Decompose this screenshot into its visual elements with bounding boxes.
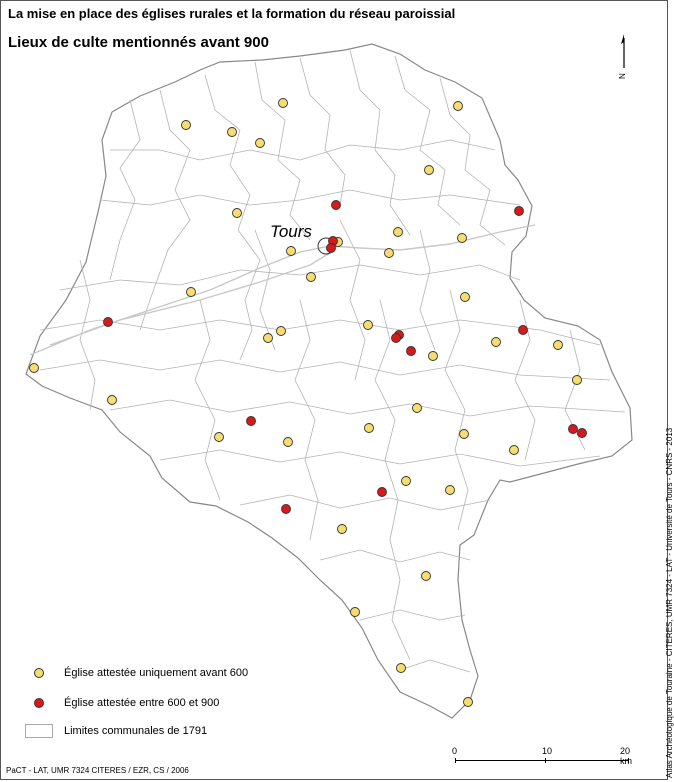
church-before-600-point: [492, 338, 501, 347]
church-before-600-point: [284, 438, 293, 447]
church-before-600-point: [351, 608, 360, 617]
church-before-600-point: [187, 288, 196, 297]
scale-tick: [545, 758, 546, 763]
church-before-600-point: [464, 698, 473, 707]
church-before-600-point: [413, 404, 422, 413]
credit-right: Atlas Archéologique de Touraine - CITERES, UMR 7324 - LAT - Université de Tours - CNRS - 2013: [665, 427, 674, 778]
church-before-600-point: [277, 327, 286, 336]
church-before-600-point: [454, 102, 463, 111]
church-before-600-point: [338, 525, 347, 534]
church-600-900-point: [407, 347, 416, 356]
church-600-900-point: [378, 488, 387, 497]
church-600-900-point: [282, 505, 291, 514]
church-600-900-point: [515, 207, 524, 216]
scale-bar: [450, 744, 640, 774]
yellow-dot-icon: [34, 668, 44, 678]
red-dot-icon: [34, 698, 44, 708]
church-before-600-point: [394, 228, 403, 237]
church-before-600-point: [256, 139, 265, 148]
church-600-900-point: [327, 244, 336, 253]
church-before-600-point: [264, 334, 273, 343]
church-before-600-point: [422, 572, 431, 581]
legend-boundary-label: Limites communales de 1791: [64, 725, 208, 737]
church-600-900-point: [578, 429, 587, 438]
church-before-600-point: [365, 424, 374, 433]
church-before-600-point: [446, 486, 455, 495]
church-before-600-point: [228, 128, 237, 137]
church-before-600-point: [279, 99, 288, 108]
scale-label-0: 0: [452, 746, 458, 756]
church-before-600-point: [554, 341, 563, 350]
church-before-600-point: [233, 209, 242, 218]
legend-row-red: [24, 694, 219, 712]
legend-row-boundary: [24, 722, 207, 740]
scale-tick: [455, 758, 456, 763]
church-before-600-point: [461, 293, 470, 302]
church-before-600-point: [182, 121, 191, 130]
church-before-600-point: [460, 430, 469, 439]
church-before-600-point: [215, 433, 224, 442]
map-title: La mise en place des églises rurales et la formation du réseau paroissial: [8, 6, 456, 21]
scale-tick: [628, 758, 629, 763]
church-before-600-point: [402, 477, 411, 486]
church-before-600-point: [364, 321, 373, 330]
church-before-600-point: [108, 396, 117, 405]
scale-label-20: 20 km: [620, 746, 632, 766]
legend-yellow-label: Église attestée uniquement avant 600: [64, 667, 249, 679]
church-before-600-point: [510, 446, 519, 455]
church-before-600-point: [30, 364, 39, 373]
church-before-600-point: [425, 166, 434, 175]
church-600-900-point: [104, 318, 113, 327]
scale-label-10: 10: [542, 746, 553, 756]
legend-row-yellow: [24, 664, 248, 682]
church-600-900-point: [247, 417, 256, 426]
church-before-600-point: [429, 352, 438, 361]
church-before-600-point: [287, 247, 296, 256]
map-subtitle: Lieux de culte mentionnés avant 900: [8, 34, 269, 51]
north-letter: N: [618, 73, 627, 79]
church-before-600-point: [573, 376, 582, 385]
church-before-600-point: [458, 234, 467, 243]
church-before-600-point: [385, 249, 394, 258]
scale-line: [455, 760, 628, 761]
church-600-900-point: [332, 201, 341, 210]
church-600-900-point: [519, 326, 528, 335]
city-label-tours: Tours: [270, 222, 312, 241]
north-arrow-icon: [616, 34, 630, 82]
church-before-600-point: [307, 273, 316, 282]
church-before-600-point: [397, 664, 406, 673]
church-600-900-point: [569, 425, 578, 434]
legend-red-label: Église attestée entre 600 et 900: [64, 697, 220, 709]
department-outline: [26, 44, 632, 718]
boundary-swatch-icon: [25, 724, 53, 738]
church-600-900-point: [392, 334, 401, 343]
credit-left: PaCT - LAT, UMR 7324 CITERES / EZR, CS / 2006: [6, 766, 189, 775]
